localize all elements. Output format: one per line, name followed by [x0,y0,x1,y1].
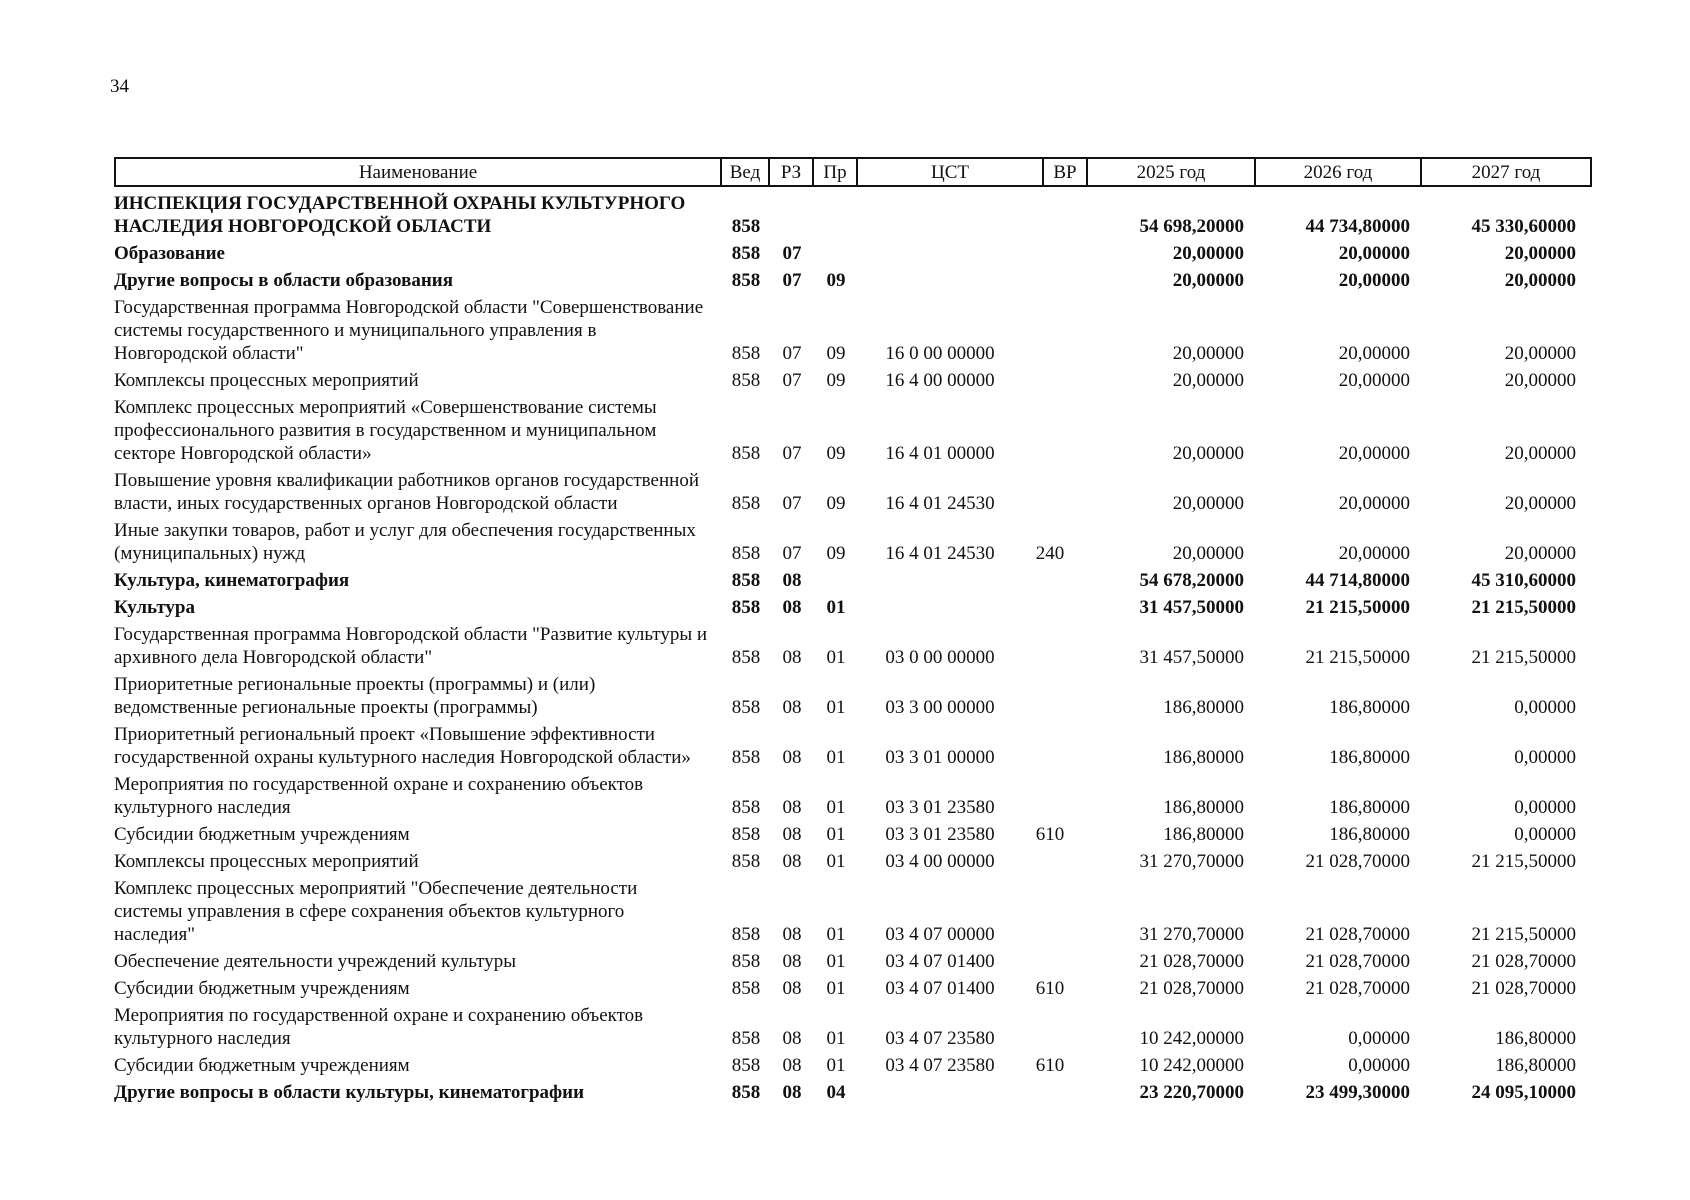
row-name: Государственная программа Новгородской области "Развитие культуры и архивного дела Новгородской области" [114,624,708,668]
row-rz: 08 [782,797,802,818]
row-ved: 858 [731,270,761,291]
table-row [114,1054,1594,1077]
row-rz: 08 [782,747,802,768]
row-2026: 20,00000 [1338,543,1410,564]
row-name: Комплексы процессных мероприятий [114,370,419,391]
row-pr: 01 [826,1055,846,1076]
row-name: ИНСПЕКЦИЯ ГОСУДАРСТВЕННОЙ ОХРАНЫ КУЛЬТУРНОГО НАСЛЕДИЯ НОВГОРОДСКОЙ ОБЛАСТИ [114,193,686,237]
row-rz: 07 [782,243,802,264]
row-2026: 20,00000 [1338,443,1410,464]
row-2026: 44 714,80000 [1305,570,1410,591]
row-2026: 21 028,70000 [1305,951,1410,972]
row-2025: 186,80000 [1163,697,1244,718]
row-rz: 08 [782,647,802,668]
row-vr: 610 [1035,978,1065,999]
row-name: Образование [114,243,225,264]
row-cst: 03 0 00 00000 [885,647,995,668]
row-name: Иные закупки товаров, работ и услуг для обеспечения государственных (муниципальных) нужд [114,520,696,564]
table-row [114,469,1594,515]
row-2026: 0,00000 [1348,1055,1410,1076]
table-row [114,596,1594,619]
row-2025: 186,80000 [1163,824,1244,845]
table-row [114,1004,1594,1050]
row-2025: 31 270,70000 [1139,924,1244,945]
row-2027: 20,00000 [1504,370,1576,391]
row-cst: 03 4 00 00000 [885,851,995,872]
row-2027: 45 310,60000 [1471,570,1576,591]
header-name: Наименование [358,162,478,183]
table-row [114,950,1594,973]
table-row [114,1081,1594,1104]
row-ved: 858 [731,824,761,845]
row-name: Приоритетные региональные проекты (программы) и (или) ведомственные региональные проекты (программы) [114,674,596,718]
row-rz: 07 [782,443,802,464]
row-2025: 31 457,50000 [1139,597,1244,618]
row-2027: 186,80000 [1495,1055,1576,1076]
row-2025: 21 028,70000 [1139,951,1244,972]
row-name: Приоритетный региональный проект «Повышение эффективности государственной охраны культурного наследия Новгородской области» [114,724,691,768]
row-rz: 08 [782,924,802,945]
row-2025: 186,80000 [1163,797,1244,818]
row-ved: 858 [731,343,761,364]
row-2027: 21 215,50000 [1471,851,1576,872]
row-cst: 03 4 07 00000 [885,924,995,945]
row-cst: 03 3 01 23580 [885,797,995,818]
row-pr: 01 [826,747,846,768]
row-name: Культура, кинематография [114,570,350,591]
row-2026: 0,00000 [1348,1028,1410,1049]
row-2026: 21 215,50000 [1305,647,1410,668]
row-2027: 0,00000 [1514,747,1576,768]
row-2027: 21 028,70000 [1471,951,1576,972]
row-2026: 21 215,50000 [1305,597,1410,618]
row-2025: 20,00000 [1172,543,1244,564]
row-2025: 31 457,50000 [1139,647,1244,668]
row-2026: 186,80000 [1329,797,1410,818]
row-rz: 08 [782,951,802,972]
row-2027: 20,00000 [1504,343,1576,364]
row-2027: 21 215,50000 [1471,597,1576,618]
row-2026: 44 734,80000 [1305,216,1410,237]
row-2027: 20,00000 [1504,270,1576,291]
row-pr: 01 [826,597,846,618]
row-name: Обеспечение деятельности учреждений культуры [114,951,516,972]
row-2025: 21 028,70000 [1139,978,1244,999]
row-ved: 858 [731,543,761,564]
row-name: Комплекс процессных мероприятий "Обеспечение деятельности системы управления в сфере сохранения объектов культурного наследия" [114,878,638,945]
row-name: Мероприятия по государственной охране и сохранению объектов культурного наследия [114,1005,644,1049]
table-row [114,369,1594,392]
table-body [114,188,1594,1104]
row-name: Культура [114,597,195,618]
row-ved: 858 [731,243,761,264]
table-row [114,850,1594,873]
row-pr: 01 [826,851,846,872]
header-2027: 2027 год [1420,159,1590,185]
header-rz: РЗ [768,159,812,185]
header-ved: Вед [720,159,768,185]
row-cst: 16 4 01 24530 [885,543,995,564]
header-cst: ЦСТ [856,159,1042,185]
table-header [114,157,1592,187]
header-pr: Пр [812,159,856,185]
row-2026: 20,00000 [1338,370,1410,391]
row-ved: 858 [731,697,761,718]
row-2025: 20,00000 [1172,343,1244,364]
row-2027: 0,00000 [1514,797,1576,818]
row-name: Субсидии бюджетным учреждениям [114,978,410,999]
row-name: Субсидии бюджетным учреждениям [114,824,410,845]
row-2027: 20,00000 [1504,243,1576,264]
row-pr: 01 [826,978,846,999]
row-rz: 07 [782,493,802,514]
header-vr: ВР [1042,159,1086,185]
row-ved: 858 [731,851,761,872]
row-2026: 20,00000 [1338,243,1410,264]
row-2026: 186,80000 [1329,697,1410,718]
row-vr: 240 [1035,543,1065,564]
row-name: Другие вопросы в области образования [114,270,454,291]
row-2026: 21 028,70000 [1305,851,1410,872]
row-ved: 858 [731,978,761,999]
row-cst: 16 4 01 24530 [885,493,995,514]
row-vr: 610 [1035,1055,1065,1076]
row-ved: 858 [731,1055,761,1076]
row-pr: 01 [826,1028,846,1049]
table-row [114,773,1594,819]
row-cst: 16 0 00 00000 [885,343,995,364]
row-name: Государственная программа Новгородской области "Совершенствование системы государственного и муниципального управления в Новгородской области" [114,297,704,364]
table-row [114,823,1594,846]
row-2027: 21 028,70000 [1471,978,1576,999]
table-row [114,623,1594,669]
row-pr: 01 [826,647,846,668]
row-2027: 20,00000 [1504,443,1576,464]
row-ved: 858 [731,797,761,818]
row-2026: 186,80000 [1329,824,1410,845]
row-ved: 858 [731,597,761,618]
header-2026: 2026 год [1254,159,1420,185]
row-ved: 858 [731,493,761,514]
row-pr: 09 [826,270,846,291]
row-2027: 0,00000 [1514,697,1576,718]
row-2026: 20,00000 [1338,270,1410,291]
row-2027: 20,00000 [1504,543,1576,564]
row-2025: 20,00000 [1172,370,1244,391]
row-2026: 21 028,70000 [1305,924,1410,945]
row-cst: 03 3 01 00000 [885,747,995,768]
row-name: Комплекс процессных мероприятий «Совершенствование системы профессионального развития в государственном и муниципальном секторе Новгородской области» [114,397,657,464]
row-rz: 08 [782,1082,802,1103]
row-2025: 20,00000 [1172,443,1244,464]
row-2027: 20,00000 [1504,493,1576,514]
table-row [114,569,1594,592]
row-cst: 03 4 07 23580 [885,1028,995,1049]
row-cst: 03 4 07 01400 [885,978,995,999]
row-rz: 07 [782,343,802,364]
row-name: Комплексы процессных мероприятий [114,851,419,872]
row-name: Повышение уровня квалификации работников органов государственной власти, иных государственных органов Новгородской области [114,470,699,514]
row-2026: 186,80000 [1329,747,1410,768]
row-2027: 0,00000 [1514,824,1576,845]
row-pr: 04 [826,1082,846,1103]
row-ved: 858 [731,1082,761,1103]
row-rz: 07 [782,270,802,291]
row-2027: 24 095,10000 [1471,1082,1576,1103]
table-row [114,877,1594,946]
row-ved: 858 [731,951,761,972]
row-rz: 07 [782,370,802,391]
row-cst: 03 4 07 01400 [885,951,995,972]
row-ved: 858 [731,647,761,668]
table-row [114,977,1594,1000]
row-pr: 09 [826,370,846,391]
row-2025: 54 678,20000 [1139,570,1244,591]
row-name: Другие вопросы в области культуры, кинематографии [114,1082,585,1103]
table-row [114,242,1594,265]
row-2025: 20,00000 [1172,243,1244,264]
row-pr: 01 [826,924,846,945]
row-name: Субсидии бюджетным учреждениям [114,1055,410,1076]
row-pr: 09 [826,493,846,514]
row-2026: 20,00000 [1338,493,1410,514]
row-2025: 10 242,00000 [1139,1055,1244,1076]
row-vr: 610 [1035,824,1065,845]
row-ved: 858 [731,924,761,945]
row-rz: 08 [782,697,802,718]
row-cst: 03 3 01 23580 [885,824,995,845]
row-2025: 10 242,00000 [1139,1028,1244,1049]
row-2025: 31 270,70000 [1139,851,1244,872]
table-row [114,396,1594,465]
row-pr: 09 [826,343,846,364]
row-2025: 20,00000 [1172,493,1244,514]
row-rz: 08 [782,1055,802,1076]
row-ved: 858 [731,443,761,464]
row-rz: 08 [782,978,802,999]
row-2025: 186,80000 [1163,747,1244,768]
row-2026: 21 028,70000 [1305,978,1410,999]
row-pr: 09 [826,443,846,464]
row-pr: 01 [826,951,846,972]
header-2025: 2025 год [1086,159,1254,185]
row-ved: 858 [731,747,761,768]
table-row [114,519,1594,565]
row-cst: 03 4 07 23580 [885,1055,995,1076]
row-pr: 01 [826,697,846,718]
row-2026: 20,00000 [1338,343,1410,364]
row-pr: 09 [826,543,846,564]
row-cst: 03 3 00 00000 [885,697,995,718]
table-row [114,192,1594,238]
row-rz: 07 [782,543,802,564]
row-name: Мероприятия по государственной охране и сохранению объектов культурного наследия [114,774,644,818]
row-pr: 01 [826,824,846,845]
row-cst: 16 4 00 00000 [885,370,995,391]
row-2025: 54 698,20000 [1139,216,1244,237]
row-rz: 08 [782,570,802,591]
row-2026: 23 499,30000 [1305,1082,1410,1103]
table-row [114,296,1594,365]
row-rz: 08 [782,1028,802,1049]
row-2027: 45 330,60000 [1471,216,1576,237]
row-2027: 21 215,50000 [1471,647,1576,668]
row-ved: 858 [731,216,761,237]
row-cst: 16 4 01 00000 [885,443,995,464]
row-rz: 08 [782,851,802,872]
row-2027: 186,80000 [1495,1028,1576,1049]
page-number: 34 [110,76,129,97]
row-2025: 20,00000 [1172,270,1244,291]
row-2027: 21 215,50000 [1471,924,1576,945]
row-ved: 858 [731,1028,761,1049]
row-rz: 08 [782,597,802,618]
table-row [114,673,1594,719]
row-pr: 01 [826,797,846,818]
row-2025: 23 220,70000 [1139,1082,1244,1103]
row-ved: 858 [731,370,761,391]
row-rz: 08 [782,824,802,845]
row-ved: 858 [731,570,761,591]
table-row [114,723,1594,769]
table-row [114,269,1594,292]
